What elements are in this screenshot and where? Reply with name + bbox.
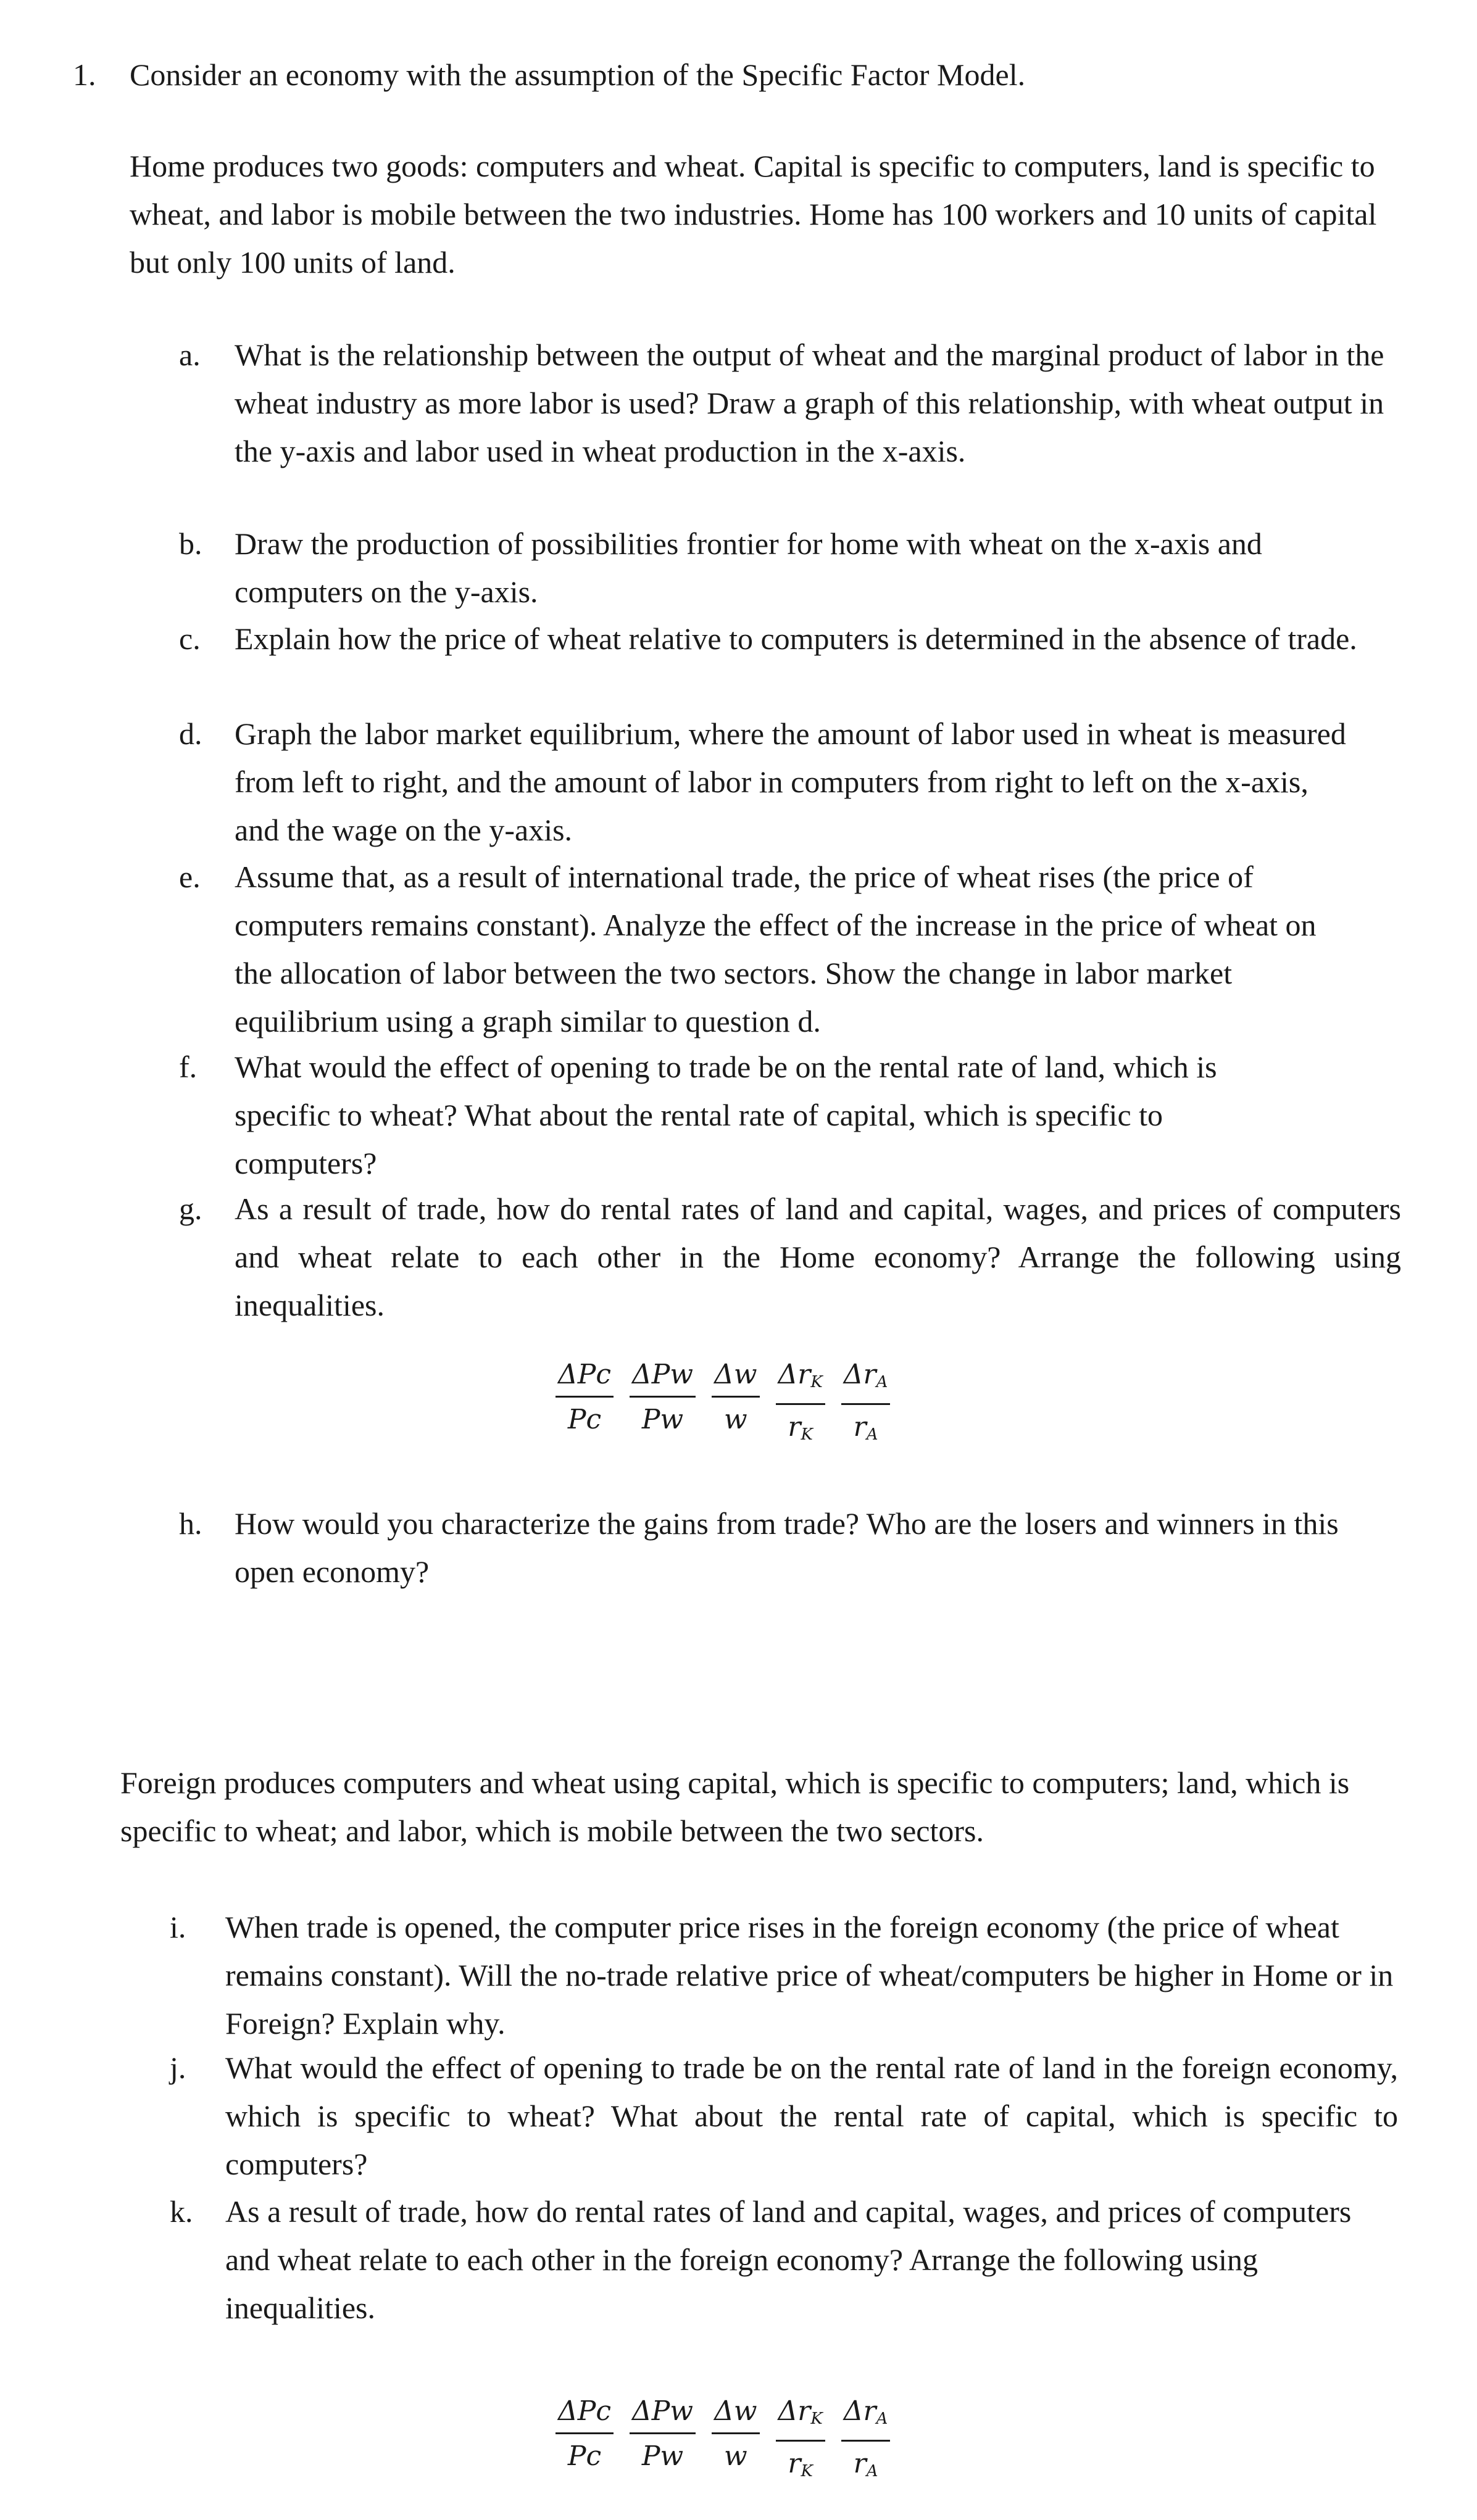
fraction-rental-capital: $\frac{\Delta r_K}{r_K}$ [776, 2394, 825, 2489]
fraction-rental-capital: $\frac{\Delta r_K}{r_K}$ [776, 1357, 825, 1452]
list-item-g [179, 1185, 1401, 1329]
item-text: As a result of trade, how do rental rates of land and capital, wages, and prices of computers and wheat relate to each other in the Home economy? Arrange the following using inequalities. [235, 1192, 1401, 1322]
fraction-price-computers: $\frac{\text{ΔPc}}{Pc}$ [555, 1357, 614, 1437]
question-number: 1. [73, 57, 96, 92]
item-text: What would the effect of opening to trade be on the rental rate of land, which is specific to wheat? What about the rental rate of capital, which is specific to computers? [235, 1050, 1217, 1180]
item-text: As a result of trade, how do rental rates of land and capital, wages, and prices of computers and wheat relate to each other in the foreign economy? Arrange the following using inequalities. [225, 2194, 1352, 2325]
fraction-rental-land: $\frac{\Delta r_A}{r_A}$ [841, 1357, 891, 1452]
item-text: Graph the labor market equilibrium, where the amount of labor used in wheat is measured from left to right, and the amount of labor in computers from right to left on the x-axis, and the wage on the y-axis. [235, 716, 1346, 847]
item-text: What would the effect of opening to trade be on the rental rate of land in the foreign economy, which is specific to wheat? What about the rental rate of capital, which is specific to computers? [225, 2050, 1398, 2181]
list-item-k [170, 2187, 1410, 2332]
home-intro-paragraph: Home produces two goods: computers and wheat. Capital is specific to computers, land is specific to wheat, and labor is mobile between the two industries. Home has 100 workers and 10 units of capital but only 100 units of land. [130, 149, 1377, 280]
item-marker: i. [170, 1910, 186, 1944]
list-item-j [170, 2044, 1410, 2188]
item-marker: f. [179, 1050, 198, 1084]
list-item-d [179, 710, 1401, 854]
fraction-rental-land: $\frac{\Delta r_A}{r_A}$ [841, 2394, 891, 2489]
list-item-f [179, 1043, 1401, 1187]
item-text: Assume that, as a result of international trade, the price of wheat rises (the price of computers remains constant). Analyze the effect of the increase in the price of wheat on the allocation of labor between the two sectors. Show the change in labor market equilibrium using a graph similar to question d. [235, 860, 1317, 1038]
list-item-b [179, 520, 1401, 616]
item-text: Draw the production of possibilities frontier for home with wheat on the x-axis and computers on the y-axis. [235, 526, 1262, 609]
foreign-intro-paragraph: Foreign produces computers and wheat using capital, which is specific to computers; land, which is specific to wheat; and labor, which is mobile between the two sectors. [120, 1765, 1350, 1848]
list-item-c [179, 615, 1401, 711]
fraction-wage: $\frac{\Delta w}{w}$ [712, 2394, 759, 2474]
question-title: Consider an economy with the assumption of the Specific Factor Model. [130, 57, 1026, 92]
item-marker: a. [179, 338, 201, 372]
list-item-i [170, 1903, 1410, 2047]
item-marker: k. [170, 2194, 193, 2229]
item-marker: j. [170, 2050, 186, 2085]
item-marker: g. [179, 1192, 202, 1226]
item-text: Explain how the price of wheat relative to computers is determined in the absence of trade. [235, 621, 1357, 656]
item-marker: d. [179, 716, 202, 751]
fraction-price-wheat: $\frac{\text{ΔPw}}{Pw}$ [630, 2394, 696, 2474]
fraction-price-wheat: $\frac{\text{ΔPw}}{Pw}$ [630, 1357, 696, 1437]
list-item-a [179, 331, 1401, 523]
fraction-wage: $\frac{\Delta w}{w}$ [712, 1357, 759, 1437]
item-marker: c. [179, 621, 201, 656]
item-text: When trade is opened, the computer price rises in the foreign economy (the price of wheat remains constant). Will the no-trade relative price of wheat/computers be higher in Home or in Foreign? Explain why. [225, 1910, 1394, 2041]
fraction-price-computers: $\frac{\text{ΔPc}}{Pc}$ [555, 2394, 614, 2474]
item-marker: h. [179, 1506, 202, 1541]
item-text: How would you characterize the gains from trade? Who are the losers and winners in this open economy? [235, 1506, 1339, 1589]
list-item-e [179, 853, 1401, 1045]
item-marker: b. [179, 526, 202, 561]
inequality-terms-foreign [555, 2394, 906, 2489]
list-item-h [179, 1499, 1401, 1596]
item-marker: e. [179, 860, 201, 894]
inequality-terms-home [555, 1357, 906, 1452]
item-text: What is the relationship between the output of wheat and the marginal product of labor in the wheat industry as more labor is used? Draw a graph of this relationship, with wheat output in the y-axis and labor used in wheat production in the x-axis. [235, 338, 1384, 468]
